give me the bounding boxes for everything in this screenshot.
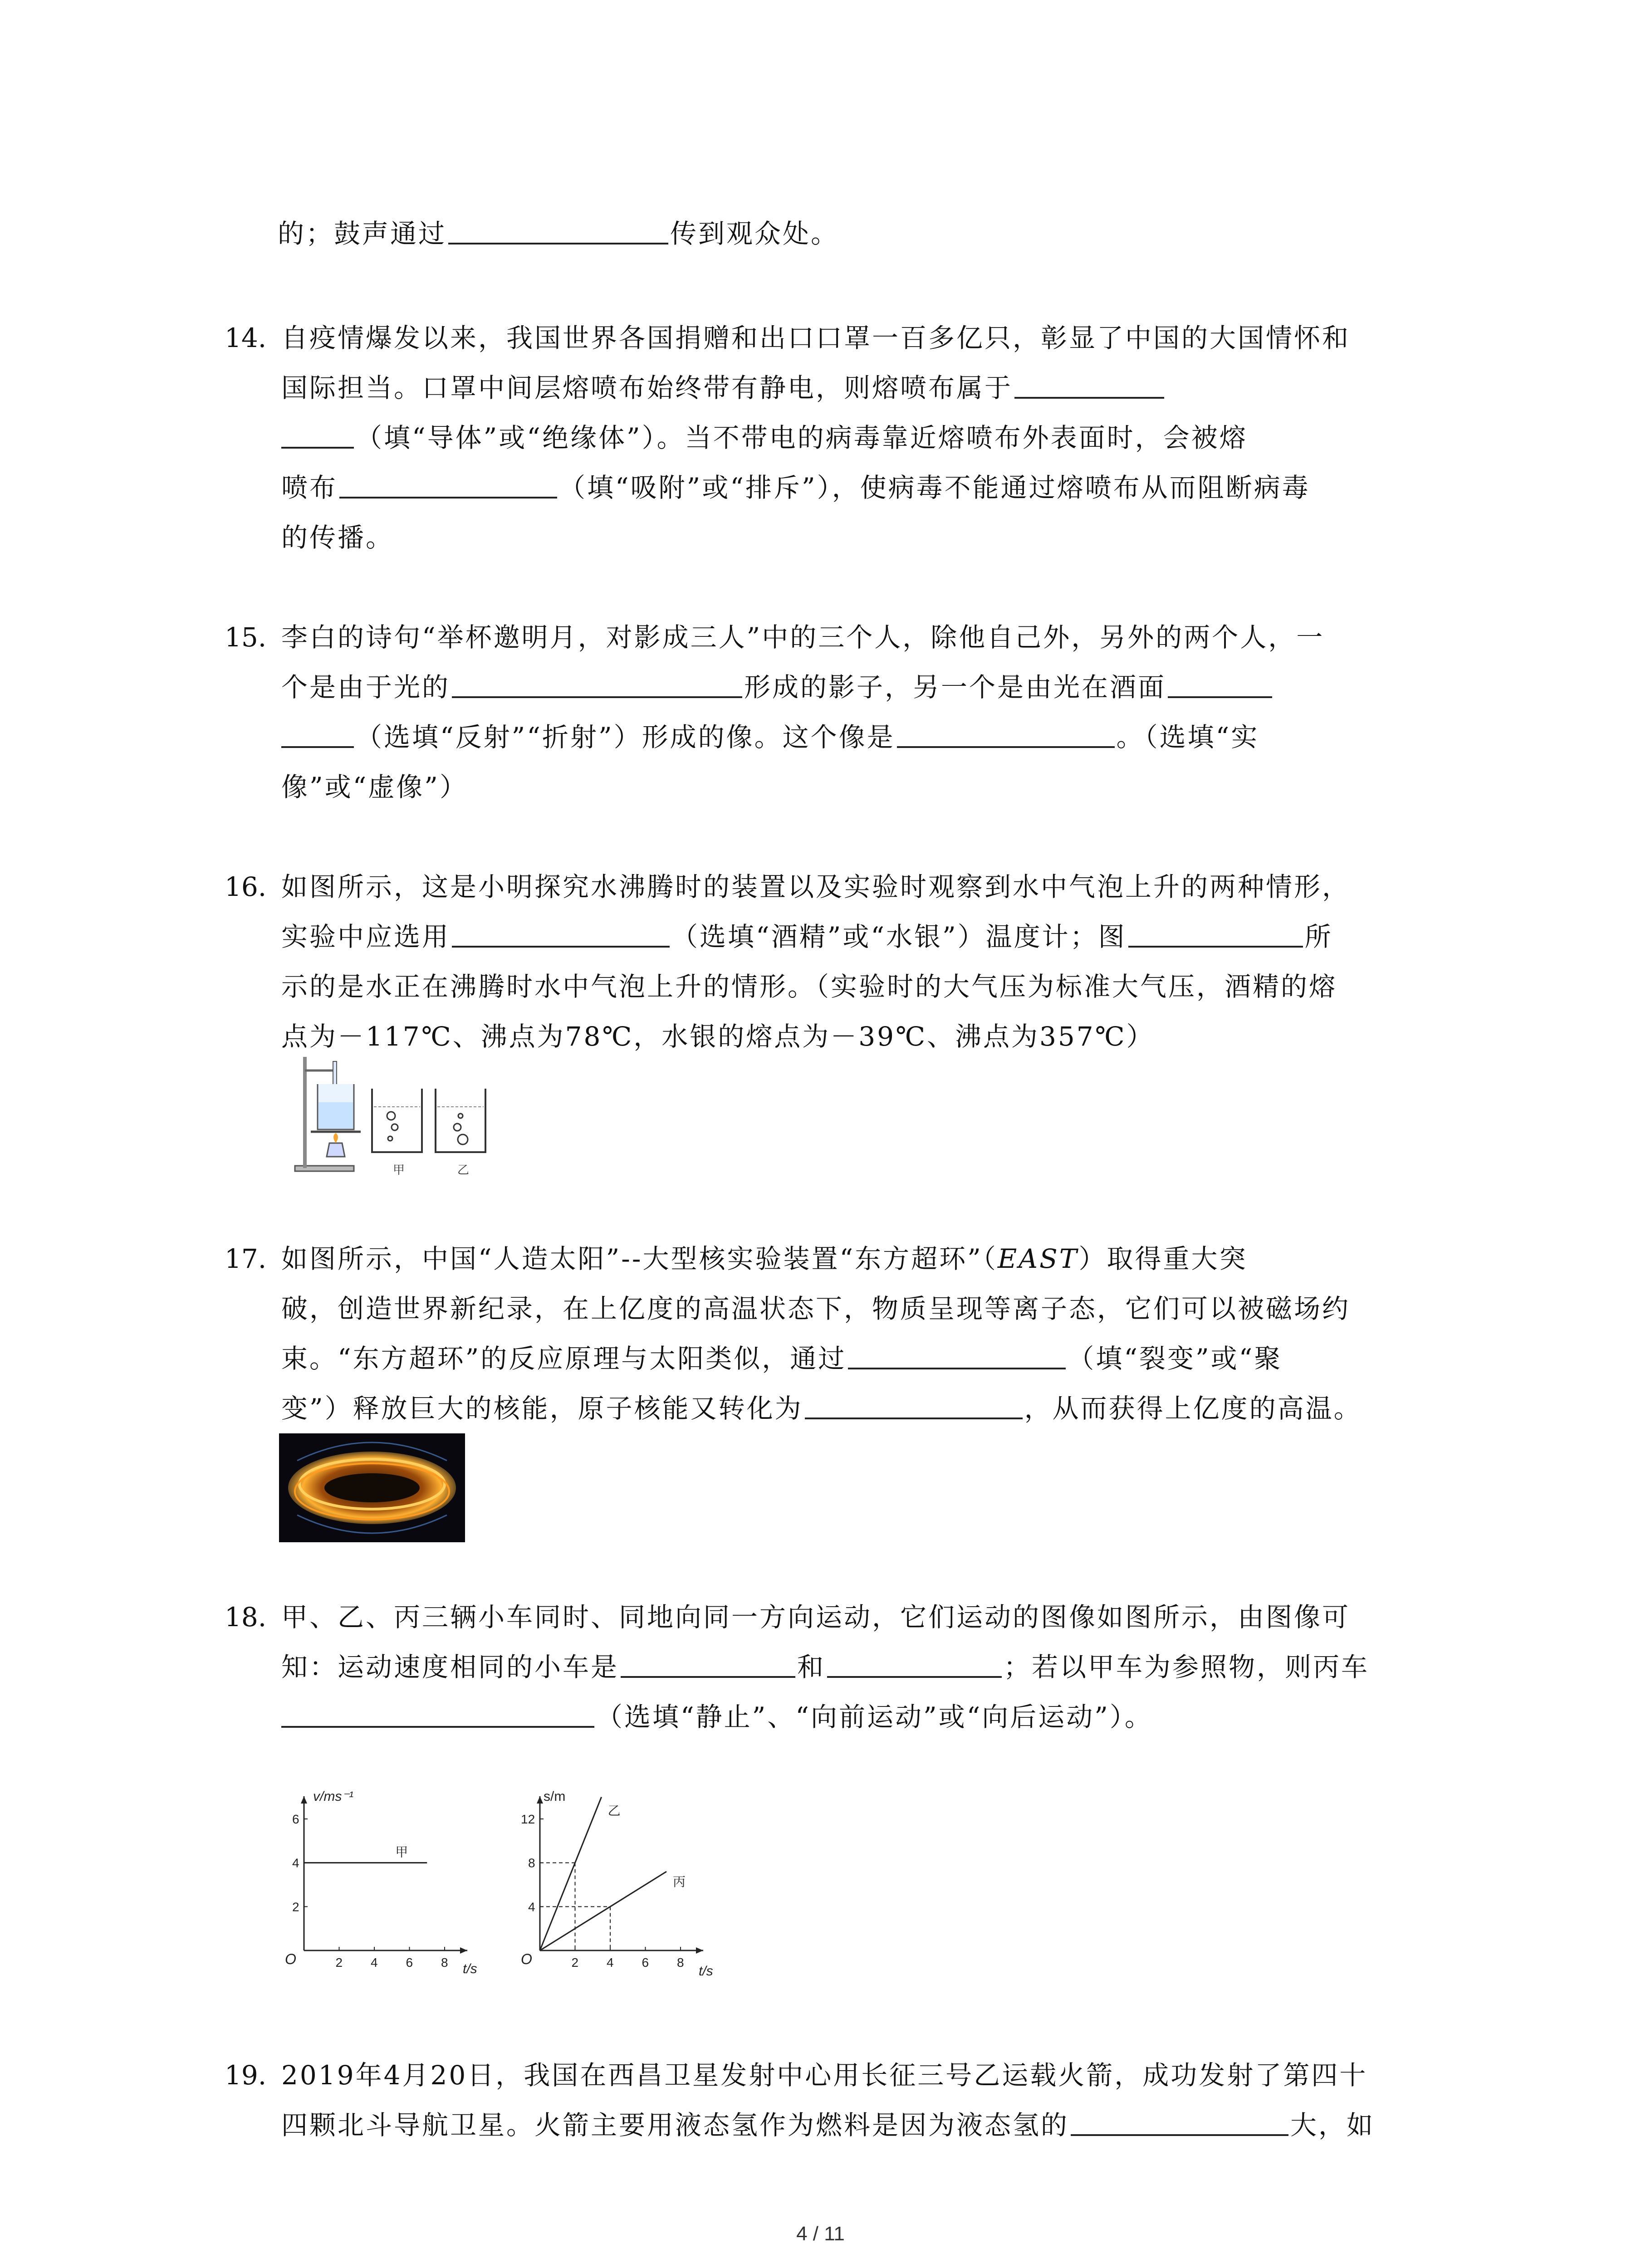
q17-line2: 破，创造世界新纪录，在上亿度的高温状态下，物质呈现等离子态，它们可以被磁场约 — [281, 1293, 1351, 1324]
q19-blank-1[interactable] — [1071, 2105, 1288, 2136]
series-label: 丙 — [673, 1875, 686, 1889]
series-label: 乙 — [607, 1804, 621, 1818]
y-tick-label: 4 — [292, 1856, 299, 1870]
q18-line3-b: （选填“静止”、“向前运动”或“向后运动”）。 — [596, 1701, 1153, 1732]
q17-line4-a: 变”）释放巨大的核能，原子核能又转化为 — [281, 1393, 803, 1424]
q16-blank-1[interactable] — [452, 917, 670, 948]
q16-line2-c: 所 — [1304, 921, 1333, 952]
q16-blank-2[interactable] — [1128, 917, 1303, 948]
q13-text-part2: 传到观众处。 — [670, 218, 839, 249]
q15-blank-2b[interactable] — [281, 717, 354, 748]
q18-number: 18. — [225, 1602, 267, 1633]
q19-line2-b: 大，如 — [1290, 2110, 1375, 2141]
q17-line3-a: 束。“东方超环”的反应原理与太阳类似，通过 — [281, 1343, 847, 1374]
q15-blank-2a[interactable] — [1168, 667, 1272, 698]
series-line-丙 — [540, 1872, 666, 1950]
s-t-origin-label: O — [521, 1951, 532, 1967]
x-tick-label: 2 — [571, 1955, 579, 1970]
q15-line2-a: 个是由于光的 — [281, 672, 451, 703]
q15-line4: 像”或“虚像”） — [281, 772, 468, 802]
x-tick-label: 4 — [371, 1955, 378, 1970]
q15-blank-1[interactable] — [452, 667, 742, 698]
v-t-chart — [272, 1778, 508, 1996]
q14-number: 14. — [225, 323, 267, 353]
q14-blank-1b[interactable] — [281, 418, 354, 449]
q18-blank-2[interactable] — [827, 1647, 1002, 1678]
q17-blank-2[interactable] — [805, 1388, 1023, 1419]
x-tick-label: 6 — [406, 1955, 413, 1970]
q15-line3-b: （选填“反射”“折射”）形成的像。这个像是 — [356, 722, 895, 753]
page-number: 4 / 11 — [796, 2223, 845, 2245]
q15-number: 15. — [225, 622, 267, 653]
q14-blank-1a[interactable] — [1014, 368, 1164, 399]
figure-label-yi: 乙 — [457, 1163, 470, 1177]
q15-line3-c: 。（选填“实 — [1116, 722, 1259, 753]
q17-line4-b: ，从而获得上亿度的高温。 — [1024, 1393, 1362, 1424]
y-tick-label: 8 — [528, 1856, 535, 1870]
q15-blank-3[interactable] — [897, 717, 1115, 748]
q19-line1: 2019年4月20日，我国在西昌卫星发射中心用长征三号乙运载火箭，成功发射了第四十 — [281, 2060, 1368, 2091]
y-axis-arrow — [301, 1796, 307, 1804]
q16-line3: 示的是水正在沸腾时水中气泡上升的情形。（实验时的大气压为标准大气压，酒精的熔 — [281, 971, 1337, 1002]
y-tick-label: 2 — [292, 1900, 299, 1914]
q15-line2-b: 形成的影子，另一个是由光在酒面 — [744, 672, 1166, 703]
series-label: 甲 — [395, 1845, 408, 1859]
y-axis-arrow — [537, 1796, 543, 1804]
v-t-origin-label: O — [285, 1951, 296, 1967]
q17-line3-b: （填“裂变”或“聚 — [1068, 1343, 1283, 1374]
q14-blank-2[interactable] — [339, 468, 557, 499]
q16-number: 16. — [225, 871, 267, 902]
x-axis-arrow — [460, 1947, 467, 1954]
x-tick-label: 8 — [677, 1955, 684, 1970]
x-tick-label: 8 — [441, 1955, 448, 1970]
s-t-chart — [508, 1778, 744, 1996]
x-tick-label: 2 — [335, 1955, 343, 1970]
q17-line1-em: EAST — [997, 1243, 1079, 1274]
s-t-x-axis-label: t/s — [699, 1964, 713, 1979]
boiling-water-figure — [286, 1052, 504, 1184]
x-tick-label: 4 — [607, 1955, 614, 1970]
q14-line5: 的传播。 — [281, 522, 394, 553]
x-axis-arrow — [696, 1947, 703, 1954]
q14-line4-a: 喷布 — [281, 472, 338, 503]
q17-blank-1[interactable] — [848, 1339, 1066, 1369]
q15-line1: 李白的诗句“举杯邀明月，对影成三人”中的三个人，除他自己外，另外的两个人，一 — [281, 622, 1325, 653]
q18-line1: 甲、乙、丙三辆小车同时、同地向同一方向运动，它们运动的图像如图所示，由图像可 — [281, 1602, 1351, 1633]
q16-line4: 点为－117℃、沸点为78℃，水银的熔点为－39℃、沸点为357℃） — [281, 1021, 1155, 1052]
q17-line1-b: ）取得重大突 — [1078, 1243, 1248, 1274]
q18-line2-c: ；若以甲车为参照物，则丙车 — [1004, 1652, 1370, 1682]
q17-line1-a: 如图所示，中国“人造太阳”--大型核实验装置“东方超环”（ — [281, 1243, 998, 1274]
q19-line2-a: 四颗北斗导航卫星。火箭主要用液态氢作为燃料是因为液态氢的 — [281, 2110, 1069, 2141]
q16-line2-b: （选填“酒精”或“水银”）温度计；图 — [671, 921, 1127, 952]
v-t-y-axis-label: v/ms⁻¹ — [313, 1789, 354, 1804]
s-t-y-axis-label: s/m — [544, 1789, 566, 1804]
q16-line1: 如图所示，这是小明探究水沸腾时的装置以及实验时观察到水中气泡上升的两种情形， — [281, 871, 1351, 902]
q16-line2-a: 实验中应选用 — [281, 921, 451, 952]
y-tick-label: 12 — [521, 1812, 535, 1826]
y-tick-label: 4 — [528, 1900, 535, 1914]
figure-label-jia: 甲 — [393, 1163, 405, 1177]
q18-line2-a: 知：运动速度相同的小车是 — [281, 1652, 619, 1682]
q18-blank-1[interactable] — [621, 1647, 795, 1678]
q18-blank-3[interactable] — [281, 1697, 594, 1728]
q14-line2: 国际担当。口罩中间层熔喷布始终带有静电，则熔喷布属于 — [281, 372, 1013, 403]
y-tick-label: 6 — [292, 1812, 299, 1826]
q14-line1: 自疫情爆发以来，我国世界各国捐赠和出口口罩一百多亿只，彰显了中国的大国情怀和 — [281, 323, 1351, 353]
east-tokamak-image — [279, 1433, 465, 1542]
v-t-x-axis-label: t/s — [463, 1961, 477, 1976]
x-tick-label: 6 — [642, 1955, 649, 1970]
q13-answer-blank[interactable] — [448, 214, 668, 244]
series-line-乙 — [540, 1797, 602, 1950]
q18-line2-b: 和 — [797, 1652, 826, 1682]
q17-number: 17. — [225, 1243, 267, 1274]
q19-number: 19. — [225, 2060, 267, 2091]
q13-text-part1: 的；鼓声通过 — [278, 218, 447, 249]
q14-line3: （填“导体”或“绝缘体”）。当不带电的病毒靠近熔喷布外表面时，会被熔 — [356, 422, 1248, 453]
q14-line4-b: （填“吸附”或“排斥”），使病毒不能通过熔喷布从而阻断病毒 — [559, 472, 1310, 503]
